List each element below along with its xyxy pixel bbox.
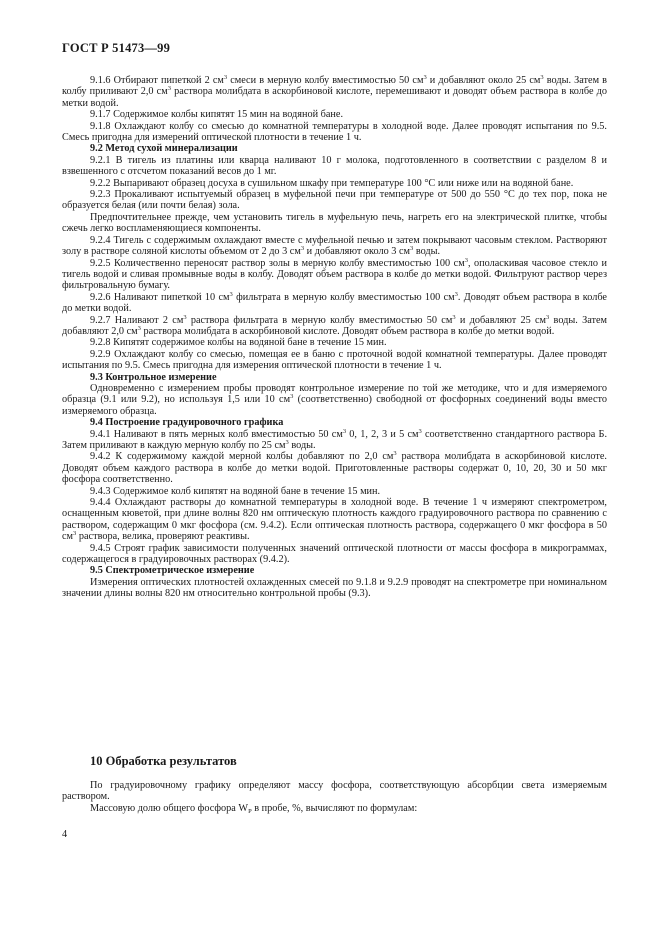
page-number: 4 xyxy=(62,829,68,840)
paragraph: 9.2.7 Наливают 2 $см^3$ раствора фильтрата в мерную колбу вместимостью 50 $см^3$ и добавляют 25 $см^3$ воды. Затем добавляют 2,0 $см^3$ раствора молибдата в аскорбиновой кислоте. Доводят объем раствора в колбе до метки водой. xyxy=(62,313,608,337)
subsection-heading: 9.3 Контрольное измерение xyxy=(90,371,217,383)
paragraph: 9.2.6 Наливают пипеткой 10 $см^3$ фильтрата в мерную колбу вместимостью 100 $см^3$. Доводят объем раствора в колбе до метки водой. xyxy=(62,290,607,315)
subsection-heading: 9.4 Построение градуировочного графика xyxy=(90,417,284,429)
paragraph: 9.2.2 Выпаривают образец досуха в сушильном шкафу при температуре 100 °С или ниже или на водяной бане. xyxy=(90,177,574,189)
paragraph: Измерения оптических плотностей охлажденных смесей по 9.1.8 и 9.2.9 проводят на спектрометре при номинальном значении длины волны 820 нм относительно контрольной пробы (9.3). xyxy=(62,576,607,600)
paragraph: 9.4.3 Содержимое колб кипятят на водяной бане в течение 15 мин. xyxy=(90,485,381,497)
paragraph: 9.2.5 Количественно переносят раствор золы в мерную колбу вместимостью 100 $см^3$, ополаскивая часовое стекло и тигель водой и сливая промывные воды в колбу. Доводят объем раствора в колбе до метки водой. Фильтруют раствор через фильтровальную бумагу. xyxy=(62,256,607,292)
paragraph: 9.4.1 Наливают в пять мерных колб вместимостью 50 $см^3$ 0, 1, 2, 3 и 5 $см^3$ соответственно стандартного раствора Б. Затем приливают в каждую мерную колбу по 25 $см^3$ воды. xyxy=(62,427,608,451)
paragraph: 9.2.1 В тигель из платины или кварца наливают 10 г молока, подготовленного в соответствии с разделом 8 и взвешенного с отсчетом показаний весов до 1 мг. xyxy=(62,154,607,178)
paragraph: Одновременно с измерением пробы проводят контрольное измерение по той же методике, что и для измеряемого образца (9.1 или 9.2), но используя 1,5 или 10 $см^3$ (соответственно) свободной от фосфорных соединений воды вместо измеряемого образца. xyxy=(62,382,607,417)
paragraph: 9.1.7 Содержимое колбы кипятят 15 мин на водяной бане. xyxy=(90,109,344,121)
paragraph: 9.1.6 Отбирают пипеткой 2 $см^3$ смеси в мерную колбу вместимостью 50 $см^3$ и добавляют около 25 $см^3$ воды. Затем в колбу приливают 2,0 $см^3$ раствора молибдата в аскорбиновой кислоте, перемешивают и доводят объем раствора в колбе до метки водой. xyxy=(62,74,608,109)
paragraph: Массовую долю общего фосфора $W_P$ в пробе, %, вычисляют по формулам: xyxy=(90,802,418,815)
paragraph: 9.4.4 Охлаждают растворы до комнатной температуры в холодной воде. В течение 1 ч измеряют спектрометром, оснащенным кюветой, при длине волны 820 нм оптическую плотность каждого градуировочного раствора по сравнению с раствором, содержащим 0 мкг фосфора (см. 9.4.2). Если оптическая плотность раствора, содержащего 0 мкг фосфора в 50 $см^3$ раствора, велика, проверяют реактивы. xyxy=(62,497,607,543)
paragraph: 9.1.8 Охлаждают колбу со смесью до комнатной температуры в холодной воде. Далее проводят испытания по 9.5. Смесь пригодна для измерений оптической плотности в течение 1 ч. xyxy=(62,120,607,144)
main-text xyxy=(62,75,607,600)
paragraph: 9.4.2 К содержимому каждой мерной колбы добавляют по 2,0 $см^3$ раствора молибдата в аскорбиновой кислоте. Доводят объем каждого раствора в колбе до метки водой. Приготовленные растворы содержат 0, 10, 20, 30 и 50 мкг фосфора соответственно. xyxy=(62,450,607,486)
paragraph: Предпочтительнее прежде, чем установить тигель в муфельную печь, нагреть его на электрической плитке, чтобы сжечь легко воспламеняющиеся компоненты. xyxy=(62,211,607,235)
paragraph: 9.4.5 Строят график зависимости полученных значений оптической плотности от массы фосфора в микрограммах, содержащегося в градуировочных растворах (9.4.2). xyxy=(62,542,607,566)
subsection-heading: 9.2 Метод сухой минерализации xyxy=(90,143,238,155)
paragraph: 9.2.8 Кипятят содержимое колбы на водяной бане в течение 15 мин. xyxy=(90,337,387,349)
subsection-heading: 9.5 Спектрометрическое измерение xyxy=(90,565,255,577)
paragraph: 9.2.4 Тигель с содержимым охлаждают вместе с муфельной печью и затем покрывают часовым стеклом. Растворяют золу в растворе соляной кислоты объемом от 2 до 3 $см^3$ и добавляют около 3 $см^3$ воды. xyxy=(62,234,607,258)
paragraph: 9.2.9 Охлаждают колбу со смесью, помещая ее в баню с проточной водой комнатной температуры. Далее проводят испытания по 9.5. Смесь пригодна для измерения оптической плотности в течение 1 ч. xyxy=(62,348,607,372)
standard-header: ГОСТ Р 51473—99 xyxy=(62,41,171,55)
section-10-title: 10 Обработка результатов xyxy=(90,754,237,768)
paragraph: 9.2.3 Прокаливают испытуемый образец в муфельной печи при температуре от 500 до 550 °С до тех пор, пока не образуется белая (или почти белая) зола. xyxy=(62,189,607,212)
section-10-text xyxy=(62,780,607,814)
paragraph: По градуировочному графику определяют массу фосфора, соответствующую абсорбции света измеряемым раствором. xyxy=(62,780,607,803)
